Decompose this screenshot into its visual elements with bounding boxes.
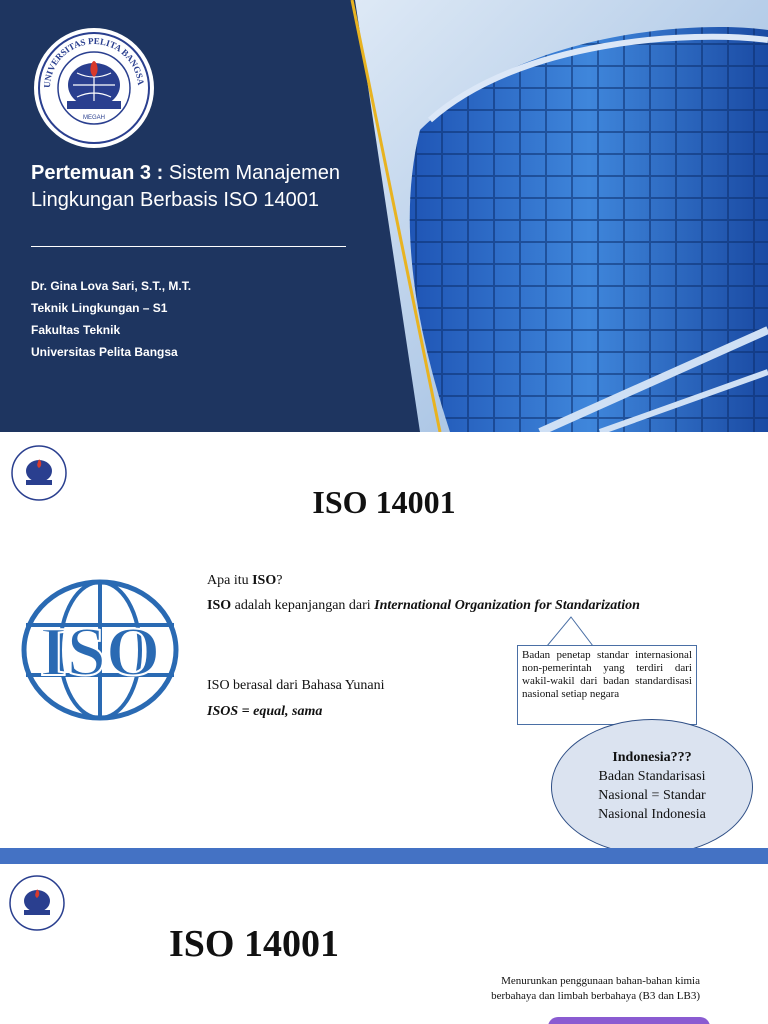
oval-line-1: Badan Standarisasi [598, 769, 706, 784]
definition-full-name: International Organization for Standarization [374, 598, 640, 613]
faculty-name: Fakultas Teknik [31, 323, 121, 337]
oval-title: Indonesia??? [612, 750, 692, 765]
iso-callout: Badan penetap standar internasional non-pemerintah yang terdiri dari wakil-wakil dari badan standardisasi nasional setiap negara [517, 645, 697, 725]
benefit-pill [548, 1017, 710, 1024]
origin-line: ISO berasal dari Bahasa Yunani [207, 678, 385, 693]
question-iso: ISO [252, 573, 277, 588]
university-logo-small [8, 874, 66, 932]
question-prefix: Apa itu [207, 573, 249, 588]
study-program: Teknik Lingkungan – S1 [31, 301, 168, 315]
logo-ring-text: UNIVERSITAS PELITA BANGSA [41, 35, 146, 89]
definition-iso: ISO [207, 598, 232, 613]
definition-line [207, 598, 640, 614]
slide-separator [0, 848, 768, 864]
university-logo [33, 27, 155, 149]
indonesia-oval [551, 719, 753, 848]
title-divider [31, 246, 346, 247]
iso-logo-text: ISO [39, 614, 161, 691]
slide-title: ISO 14001 [312, 484, 456, 520]
oval-line-2: Nasional = Standar [598, 788, 706, 803]
question-line [207, 573, 282, 589]
oval-line-3: Nasional Indonesia [598, 807, 706, 822]
iso-benefits-slide [0, 864, 768, 1024]
logo-banner-text: MEGAH [82, 115, 106, 121]
question-suffix: ? [276, 573, 283, 588]
definition-text: adalah kepanjangan dari [234, 598, 371, 613]
iso-definition-slide [0, 432, 768, 848]
author-name: Dr. Gina Lova Sari, S.T., M.T. [31, 279, 192, 293]
university-name: Universitas Pelita Bangsa [31, 345, 178, 359]
presentation-title [31, 160, 381, 214]
isos-line: ISOS = equal, sama [207, 704, 323, 719]
title-slide [0, 0, 768, 432]
iso-logo [12, 577, 188, 723]
title-rest: Sistem Manajemen Lingkungan Berbasis ISO 14001 [31, 162, 341, 211]
callout-pointer [545, 615, 595, 647]
title-bold: Pertemuan 3 : [31, 162, 164, 184]
benefit-text: Menurunkan penggunaan bahan-bahan kimia berbahaya dan limbah berbahaya (B3 dan LB3) [491, 975, 700, 1002]
slide-title: ISO 14001 [169, 923, 339, 965]
